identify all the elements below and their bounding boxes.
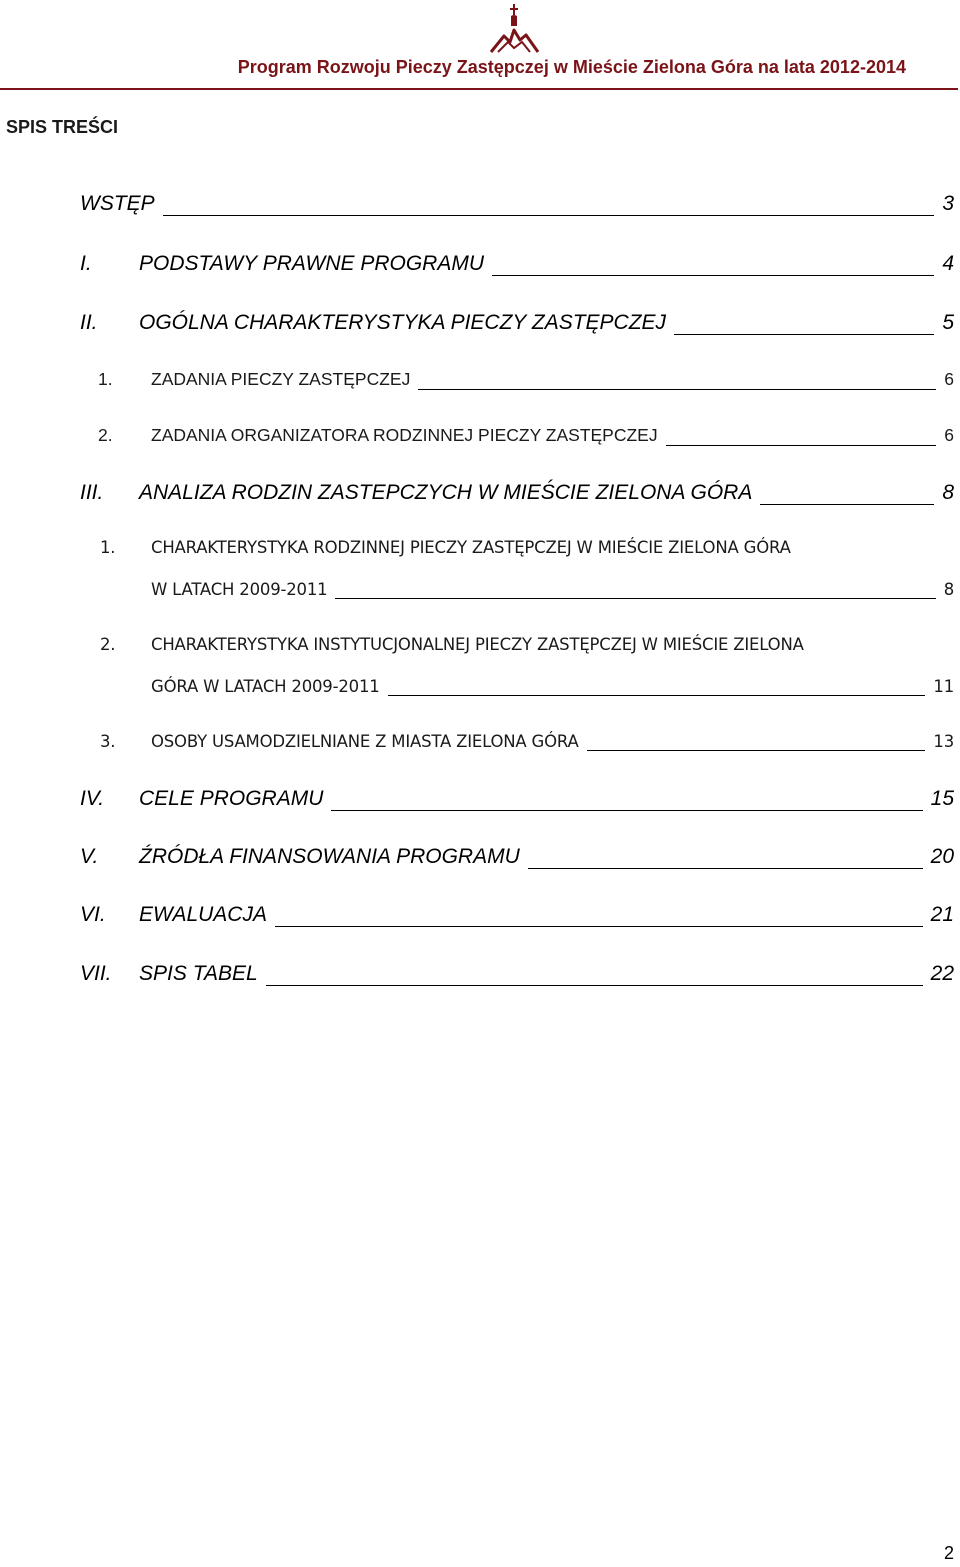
toc-entry-title-line2: GÓRA W LATACH 2009-2011 <box>151 677 380 696</box>
toc-entry-title: EWALUACJA <box>139 903 267 926</box>
toc-entry-page: 13 <box>933 732 954 751</box>
toc-leader <box>275 910 923 927</box>
toc-entry-page: 8 <box>943 580 954 599</box>
toc-entry-number: VI. <box>80 903 106 926</box>
toc-entry-number: 3. <box>100 732 116 751</box>
toc-entry-number: VII. <box>80 962 112 985</box>
toc-entry-title-line1: CHARAKTERYSTYKA RODZINNEJ PIECZY ZASTĘPCZEJ W MIEŚCIE ZIELONA GÓRA <box>151 538 791 557</box>
toc-entry-number: III. <box>80 481 104 504</box>
toc-entry-title: OGÓLNA CHARAKTERYSTYKA PIECZY ZASTĘPCZEJ <box>139 311 667 334</box>
toc-entry-title: ŹRÓDŁA FINANSOWANIA PROGRAMU <box>139 845 520 868</box>
toc-entry-page: 3 <box>942 192 954 215</box>
toc-leader <box>674 318 934 335</box>
toc-entry-number: IV. <box>80 787 105 810</box>
toc-entry-page: 22 <box>930 962 954 985</box>
toc-leader <box>492 259 934 276</box>
document-header-title: Program Rozwoju Pieczy Zastępczej w Mieście Zielona Góra na lata 2012-2014 <box>237 57 906 77</box>
toc-entry-title: PODSTAWY PRAWNE PROGRAMU <box>139 252 484 275</box>
toc-entry-title: CELE PROGRAMU <box>139 787 324 810</box>
toc-entry-title: WSTĘP <box>80 192 155 215</box>
toc-leader <box>666 429 937 446</box>
toc-entry-title: ANALIZA RODZIN ZASTEPCZYCH W MIEŚCIE ZIELONA GÓRA <box>139 481 753 504</box>
toc-entry-title: OSOBY USAMODZIELNIANE Z MIASTA ZIELONA GÓRA <box>151 732 579 751</box>
toc-entry-page: 21 <box>930 903 954 926</box>
toc-entry-page: 4 <box>942 252 954 275</box>
toc-leader <box>331 794 922 811</box>
page-number: 2 <box>943 1543 954 1563</box>
toc-leader <box>163 199 935 216</box>
toc-entry-title: ZADANIA PIECZY ZASTĘPCZEJ <box>151 369 411 389</box>
toc-entry-number: 2. <box>100 635 116 654</box>
toc-entry-number: 1. <box>100 538 116 557</box>
toc-leader <box>528 852 923 869</box>
toc-entry-number: V. <box>80 845 99 868</box>
toc-entry-page: 11 <box>933 677 954 696</box>
toc-leader <box>587 734 926 751</box>
toc-heading: SPIS TREŚCI <box>6 117 119 137</box>
toc-entry-page: 20 <box>930 845 954 868</box>
toc-entry-title: ZADANIA ORGANIZATORA RODZINNEJ PIECZY ZASTĘPCZEJ <box>151 425 658 445</box>
toc-leader <box>760 488 934 505</box>
toc-entry-number: 2. <box>98 425 113 445</box>
toc-entry-number: 1. <box>98 369 113 389</box>
toc-entry-page: 8 <box>942 481 954 504</box>
toc-entry-page: 6 <box>944 369 954 389</box>
toc-leader <box>266 969 923 986</box>
toc-entry-title-line1: CHARAKTERYSTYKA INSTYTUCJONALNEJ PIECZY ZASTĘPCZEJ W MIEŚCIE ZIELONA <box>151 635 804 654</box>
toc-entry-number: I. <box>80 252 92 275</box>
toc-entry-page: 5 <box>942 311 954 334</box>
toc-entry-title: SPIS TABEL <box>139 962 258 985</box>
toc-entry-page: 15 <box>930 787 954 810</box>
toc-entry-page: 6 <box>944 425 954 445</box>
toc-entry-title-line2: W LATACH 2009-2011 <box>151 580 328 599</box>
toc-leader <box>388 679 926 696</box>
toc-entry-number: II. <box>80 311 98 334</box>
toc-leader <box>335 582 935 599</box>
toc-leader <box>418 373 936 390</box>
